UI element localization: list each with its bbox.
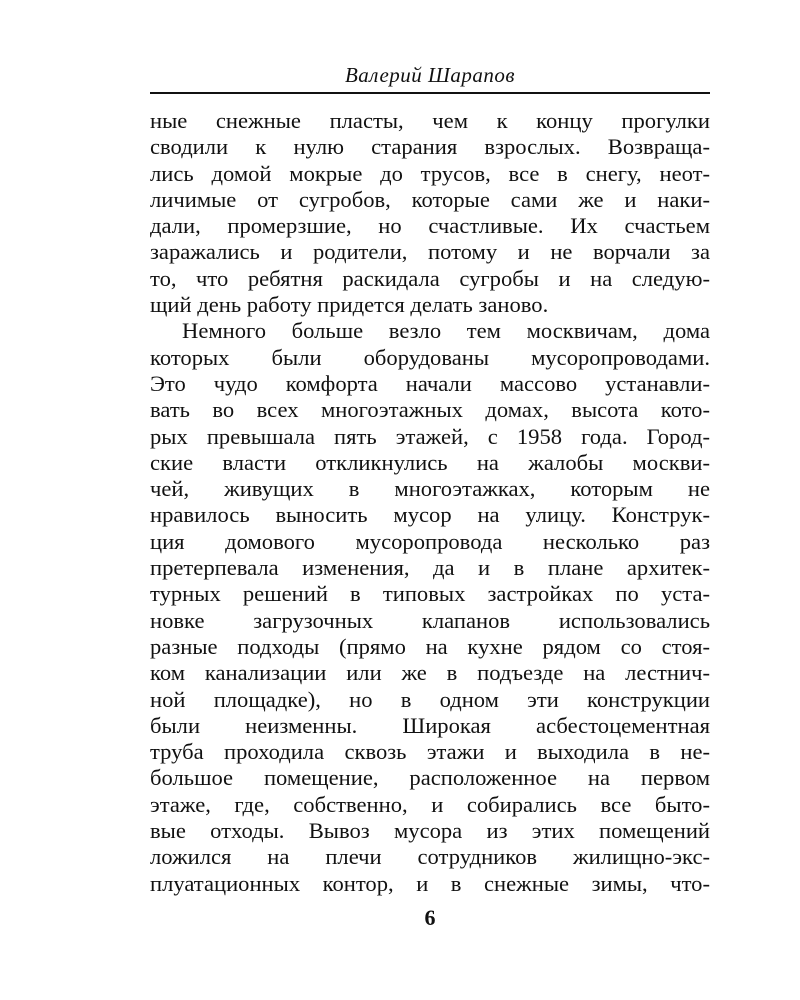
text-line: заражались и родители, потому и не ворчали за <box>150 239 710 265</box>
text-line: то, что ребятня раскидала сугробы и на следую- <box>150 265 710 291</box>
text-line: дали, промерзшие, но счастливые. Их счастьем <box>150 213 710 239</box>
text-line: турных решений в типовых застройках по уста- <box>150 581 710 607</box>
text-line: ные снежные пласты, чем к концу прогулки <box>150 108 710 133</box>
text-line: рых превышала пять этажей, с 1958 года. Город- <box>150 423 710 449</box>
running-header: Валерий Шарапов <box>344 63 516 87</box>
text-line: ком канализации или же в подъезде на лестнич- <box>150 660 710 686</box>
paragraph-end-line: щий день работу придется делать заново. <box>150 292 549 318</box>
text-line: разные подходы (прямо на кухне рядом со стоя- <box>150 633 710 659</box>
text-line: большое помещение, расположенное на первом <box>150 765 710 791</box>
text-line: нравилось выносить мусор на улицу. Конструк- <box>150 502 710 528</box>
text-line: ложился на плечи сотрудников жилищно-экс- <box>150 844 710 870</box>
text-line: были неизменны. Широкая асбестоцементная <box>150 712 710 738</box>
text-line: этаже, где, собственно, и собирались все быто- <box>150 791 710 817</box>
text-line: ной площадке), но в одном эти конструкции <box>150 686 710 712</box>
text-line: личимые от сугробов, которые сами же и наки- <box>150 186 710 212</box>
text-line: претерпевала изменения, да и в плане архитек- <box>150 555 710 581</box>
text-line: вые отходы. Вывоз мусора из этих помещений <box>150 818 710 844</box>
body-text <box>150 108 710 897</box>
text-line: труба проходила сквозь этажи и выходила в не- <box>150 739 710 765</box>
text-line: ция домового мусоропровода несколько раз <box>150 528 710 554</box>
header-rule <box>150 92 710 94</box>
text-line: вать во всех многоэтажных домах, высота кото- <box>150 397 710 423</box>
text-line: чей, живущих в многоэтажках, которым не <box>150 476 710 502</box>
paragraph-start-line: Немного больше везло тем москвичам, дома <box>182 318 710 344</box>
page-number: 6 <box>424 905 436 930</box>
text-line: плуатационных контор, и в снежные зимы, что- <box>150 870 710 896</box>
text-line: лись домой мокрые до трусов, все в снегу, неот- <box>150 160 710 186</box>
text-line: новке загрузочных клапанов использовались <box>150 607 710 633</box>
text-line: ские власти откликнулись на жалобы москви- <box>150 449 710 475</box>
text-line: Это чудо комфорта начали массово устанавли- <box>150 370 710 396</box>
text-line: сводили к нулю старания взрослых. Возвраща- <box>150 134 710 160</box>
text-line: которых были оборудованы мусоропроводами. <box>150 344 710 370</box>
